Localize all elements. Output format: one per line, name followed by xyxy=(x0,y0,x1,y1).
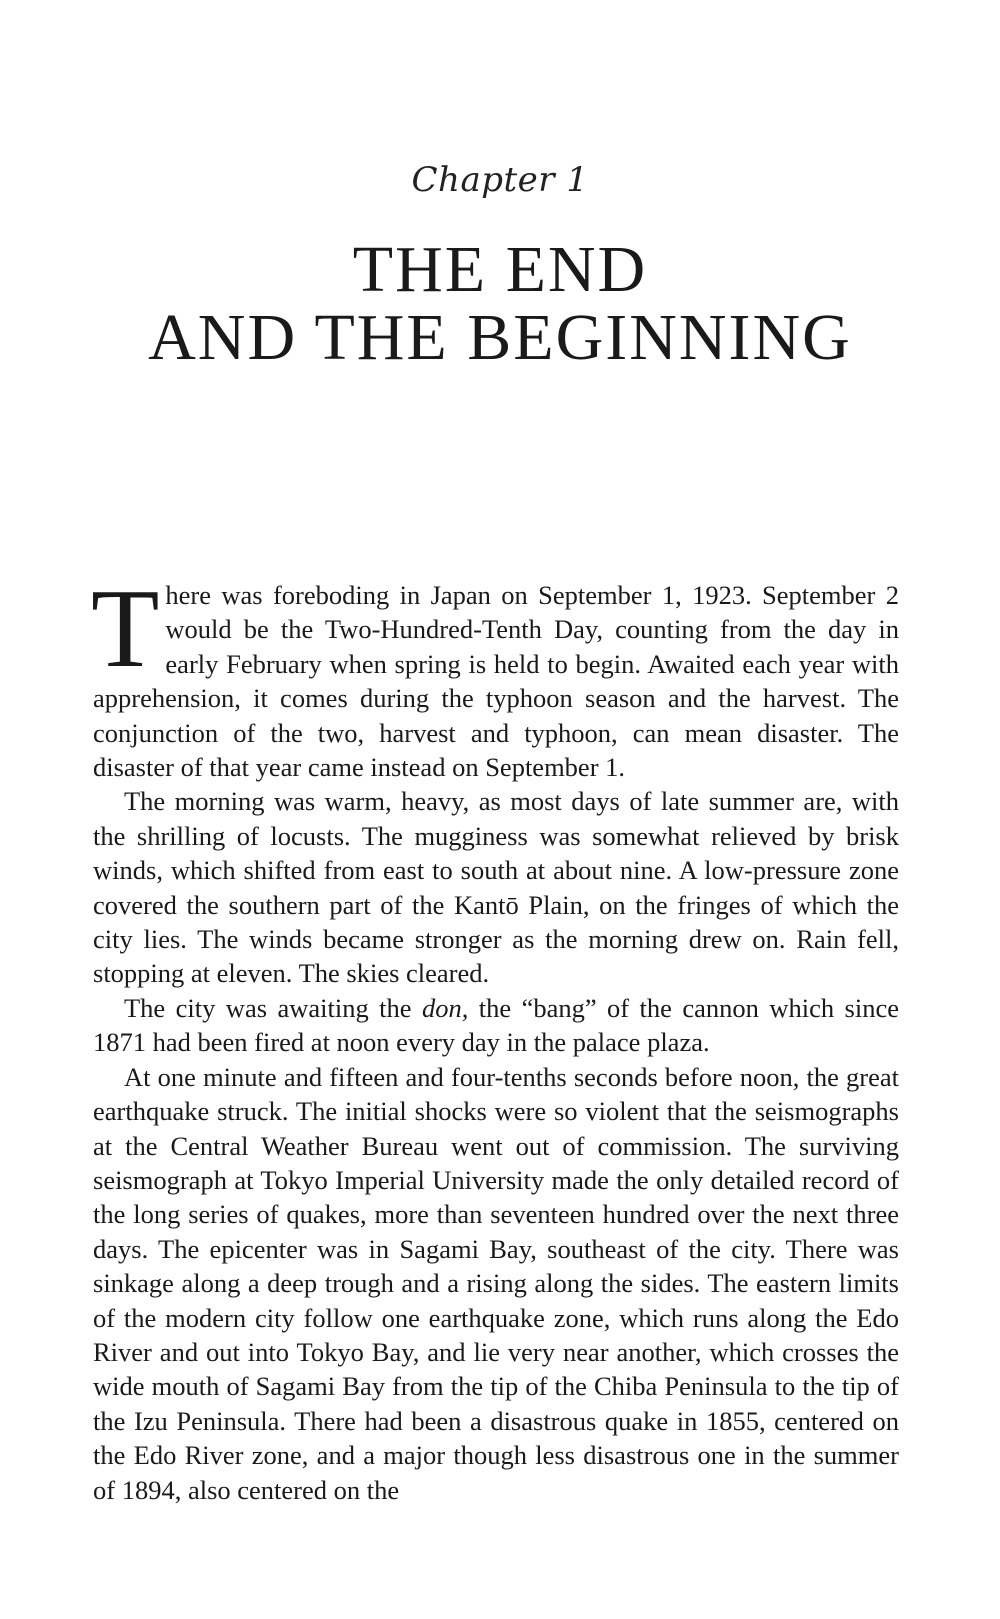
paragraph-3-after: the “bang” of the cannon which since 1871 had been fired at noon every day in the palace plaza. xyxy=(93,992,899,1058)
body-text xyxy=(91,567,899,1507)
chapter-title xyxy=(0,233,1000,374)
paragraph-3-before: The city was awaiting the xyxy=(124,992,422,1023)
chapter-label: Chapter 1 xyxy=(411,160,589,200)
paragraph-3-italic: don, xyxy=(421,992,469,1023)
paragraph-2: The morning was warm, heavy, as most days of late summer are, with the shrilling of locusts. The mugginess was somewhat relieved by brisk winds, which shifted from east to south at about nine. A low-pressure zone covered the southern part of the Kantō Plain, on the fringes of which the city lies. The winds became stronger as the morning drew on. Rain fell, stopping at eleven. The skies cleared. xyxy=(93,786,899,989)
paragraph-1 xyxy=(91,567,899,784)
paragraph-1-text: here was foreboding in Japan on September 1, 1923. September 2 would be the Two-Hundred-Tenth Day, counting from the day in early February when spring is held to begin. Awaited each year with apprehension, it comes during the typhoon season and the harvest. The conjunction of the two, harvest and typhoon, can mean disaster. The disaster of that year came instead on September 1. xyxy=(93,580,899,783)
chapter-title-line-1: THE END xyxy=(352,233,648,306)
chapter-title-line-2: AND THE BEGINNING xyxy=(148,301,852,374)
paragraph-4: At one minute and fifteen and four-tenths seconds before noon, the great earthquake struck. The initial shocks were so violent that the seismographs at the Central Weather Bureau went out of commission. The surviving seismograph at Tokyo Imperial University made the only detailed record of the long series of quakes, more than seventeen hundred over the next three days. The epicenter was in Sagami Bay, southeast of the city. There was sinkage along a deep trough and a rising along the sides. The eastern limits of the modern city follow one earthquake zone, which runs along the Edo River and out into Tokyo Bay, and lie very near another, which crosses the wide mouth of Sagami Bay from the tip of the Chiba Peninsula to the tip of the Izu Peninsula. There had been a disastrous quake in 1855, centered on the Edo River zone, and a major though less disastrous one in the summer of 1894, also centered on the xyxy=(93,1061,899,1505)
paragraph-3 xyxy=(93,991,899,1060)
drop-cap: T xyxy=(91,567,160,691)
